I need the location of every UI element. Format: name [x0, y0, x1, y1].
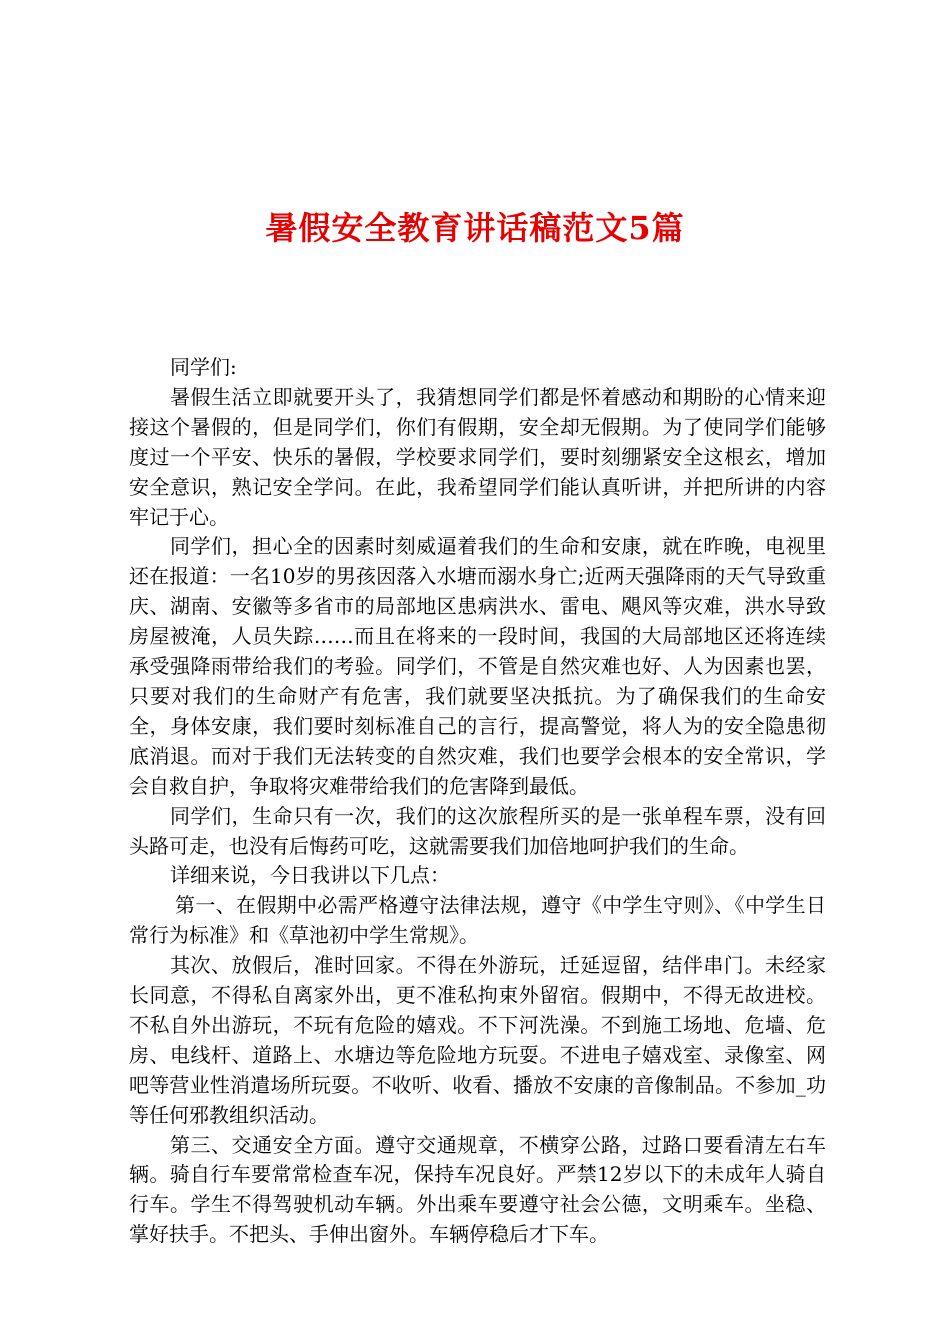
document-body [129, 353, 826, 1250]
paragraph-life-once: 同学们，生命只有一次，我们的这次旅程所买的是一张单程车票，没有回头路可走，也没有后悔药可吃，这就需要我们加倍地呵护我们的生命。 [129, 803, 826, 858]
paragraph-point-third: 第三、交通安全方面。遵守交通规章，不横穿公路，过路口要看清左右车辆。骑自行车要常常检查车况，保持车况良好。严禁12岁以下的未成年人骑自行车。学生不得驾驶机动车辆。外出乘车要遵守社会公德，文明乘车。坐稳、掌好扶手。不把头、手伸出窗外。车辆停稳后才下车。 [129, 1132, 826, 1247]
paragraph-dangers: 同学们，担心全的因素时刻威逼着我们的生命和安康，就在昨晚，电视里还在报道：一名10岁的男孩因落入水塘而溺水身亡;近两天强降雨的天气导致重庆、湖南、安徽等多省市的局部地区患病洪水、雷电、飓风等灾难，洪水导致房屋被淹，人员失踪……而且在将来的一段时间，我国的大局部地区还将连续承受强降雨带给我们的考验。同学们，不管是自然灾难也好、人为因素也罢，只要对我们的生命财产有危害，我们就要坚决抵抗。为了确保我们的生命安全，身体安康，我们要时刻标准自己的言行，提高警觉，将人为的安全隐患彻底消退。而对于我们无法转变的自然灾难，我们也要学会根本的安全常识，学会自救自护，争取将灾难带给我们的危害降到最低。 [129, 534, 826, 798]
paragraph-greeting: 同学们: [170, 355, 237, 379]
document-title: 暑假安全教育讲话稿范文5篇 [265, 209, 685, 247]
paragraph-intro: 暑假生活立即就要开头了，我猜想同学们都是怀着感动和期盼的心情来迎接这个暑假的，但是同学们，你们有假期，安全却无假期。为了使同学们能够度过一个平安、快乐的暑假，学校要求同学们，要时刻绷紧安全这根玄，增加安全意识，熟记安全学问。在此，我希望同学们能认真听讲，并把所讲的内容牢记于心。 [129, 384, 826, 529]
paragraph-point-first: 第一、在假期中必需严格遵守法律法规，遵守《中学生守则》、《中学生日常行为标准》和《草池初中学生常规》。 [129, 893, 826, 948]
paragraph-points-intro: 详细来说，今日我讲以下几点： [170, 863, 450, 888]
paragraph-point-second: 其次、放假后，准时回家。不得在外游玩，迁延逗留，结伴串门。未经家长同意，不得私自离家外出，更不准私拘束外留宿。假期中，不得无故进校。不私自外出游玩，不玩有危险的嬉戏。不下河洗澡。不到施工场地、危墙、危房、电线杆、道路上、水塘边等危险地方玩耍。不进电子嬉戏室、录像室、网吧等营业性消遣场所玩耍。不收听、收看、播放不安康的音像制品。不参加_功等任何邪教组织活动。 [129, 953, 826, 1127]
